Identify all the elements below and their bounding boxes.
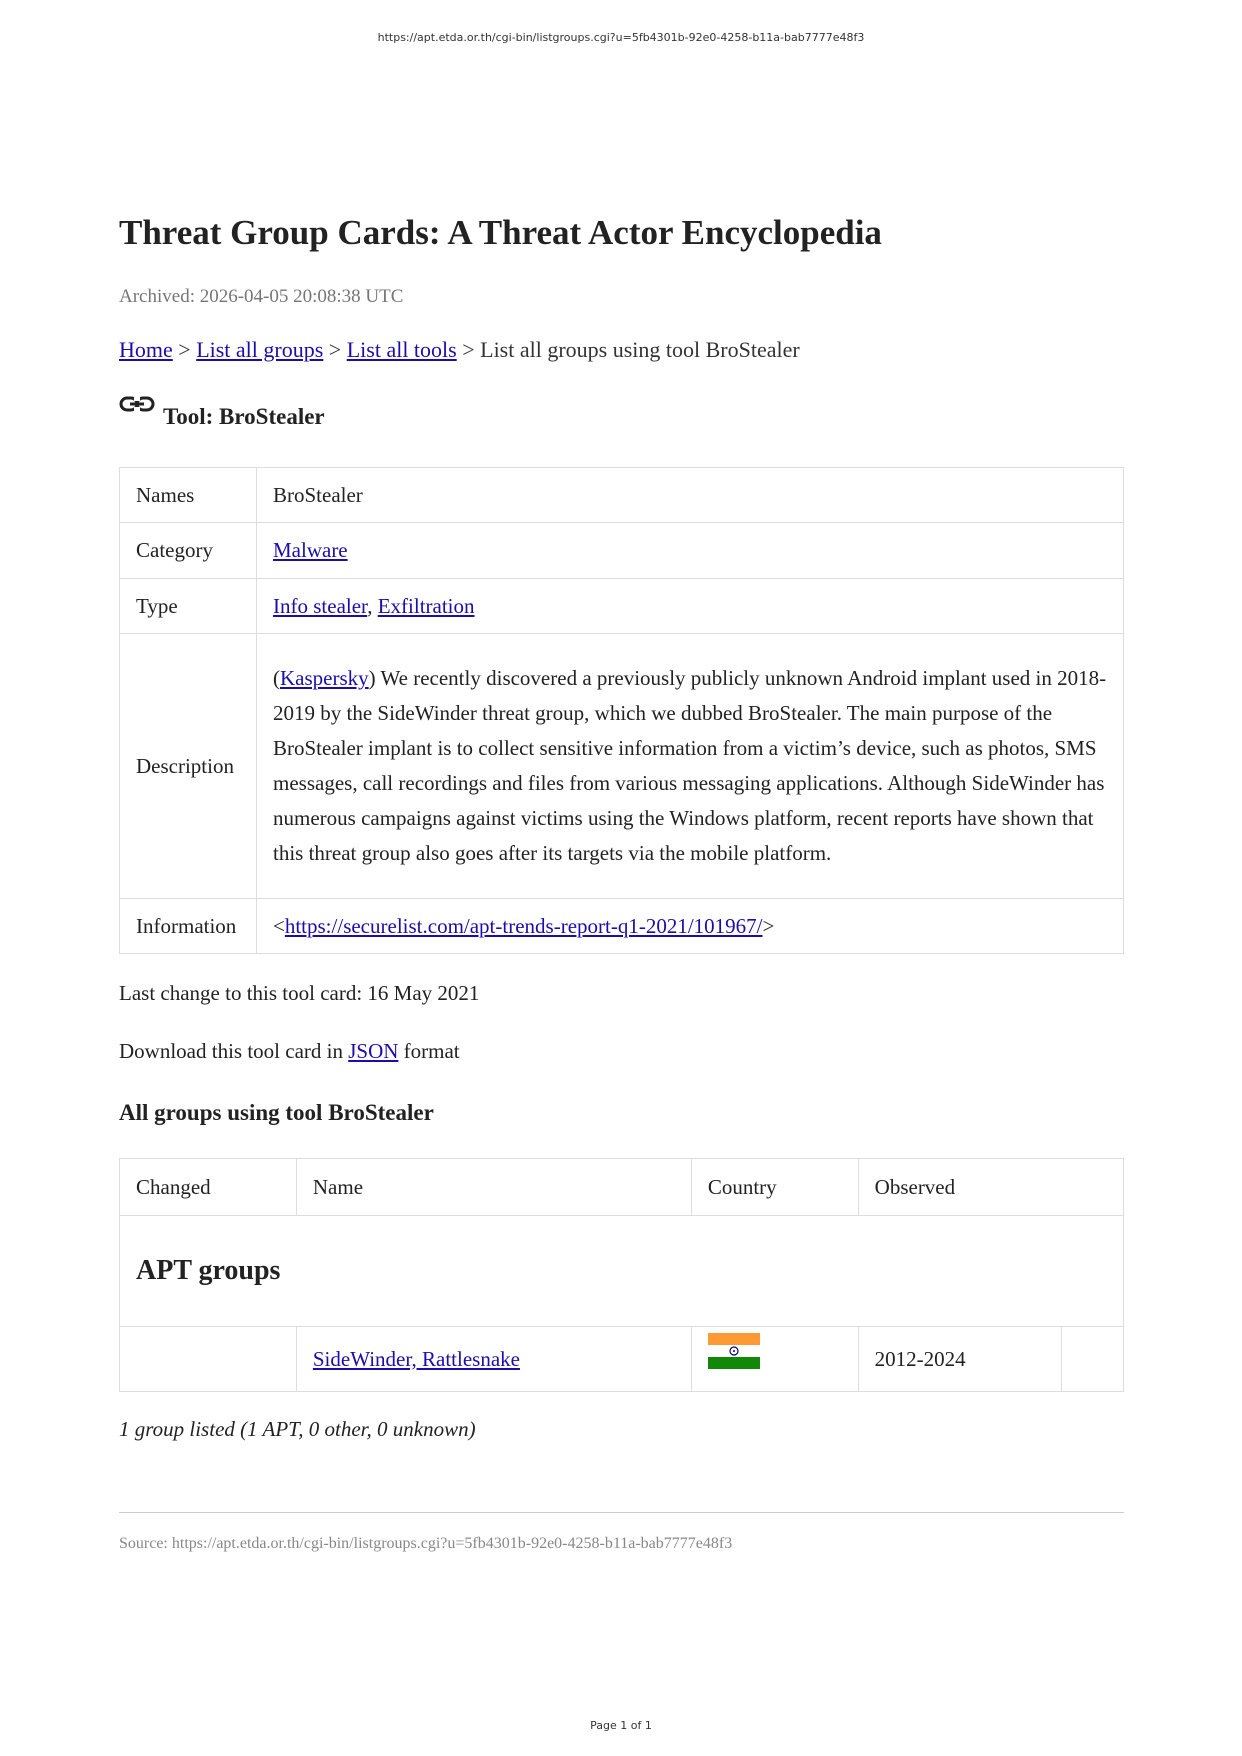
page-title: Threat Group Cards: A Threat Actor Encyclopedia (119, 213, 882, 252)
type-cell (257, 579, 1124, 634)
category-cell (257, 523, 1124, 579)
groups-table (119, 1158, 1124, 1392)
type-link-info-stealer[interactable]: Info stealer (273, 593, 368, 618)
breadcrumb-home-link[interactable]: Home (119, 337, 173, 362)
breadcrumb-list-tools-link[interactable]: List all tools (346, 337, 457, 362)
type-label: Type (120, 579, 257, 634)
archived-timestamp: Archived: 2026-04-05 20:08:38 UTC (119, 286, 404, 307)
breadcrumb-current: > List all groups using tool BroStealer (456, 337, 800, 362)
info-open-bracket: < (273, 913, 285, 938)
download-line (119, 1039, 460, 1064)
groups-table-header (120, 1159, 1124, 1216)
extra-cell (1061, 1327, 1123, 1392)
breadcrumb (119, 337, 800, 363)
groups-heading: All groups using tool BroStealer (119, 1100, 434, 1125)
divider (119, 1512, 1124, 1513)
card-row-description (120, 634, 1124, 899)
description-cell (257, 634, 1124, 899)
card-row-type (120, 579, 1124, 634)
last-change-text: Last change to this tool card: 16 May 2021 (119, 981, 480, 1005)
breadcrumb-list-groups-link[interactable]: List all groups (196, 337, 324, 362)
header-observed: Observed (858, 1159, 1123, 1216)
breadcrumb-separator: > (323, 337, 347, 362)
country-cell (691, 1327, 858, 1392)
download-suffix: format (398, 1039, 460, 1063)
apt-groups-section-cell (120, 1216, 1124, 1327)
apt-groups-title: APT groups (136, 1255, 281, 1286)
changed-cell (120, 1327, 297, 1392)
tool-heading (119, 403, 325, 431)
link-icon (119, 403, 155, 431)
information-cell (257, 899, 1124, 954)
names-value: BroStealer (257, 468, 1124, 523)
card-row-information (120, 899, 1124, 954)
card-row-category (120, 523, 1124, 579)
names-label: Names (120, 468, 257, 523)
card-row-names (120, 468, 1124, 523)
tool-card-table (119, 467, 1124, 954)
type-link-exfiltration[interactable]: Exfiltration (377, 593, 475, 618)
description-label: Description (120, 634, 257, 899)
group-name-link[interactable]: SideWinder, Rattlesnake (312, 1346, 520, 1371)
information-label: Information (120, 899, 257, 954)
breadcrumb-separator: > (172, 337, 197, 362)
tool-heading-text: Tool: BroStealer (163, 404, 325, 429)
apt-groups-section-row (120, 1216, 1124, 1327)
india-flag-icon (708, 1333, 760, 1369)
source-url: Source: https://apt.etda.or.th/cgi-bin/listgroups.cgi?u=5fb4301b-92e0-4258-b11a-bab7777e48f3 (119, 1535, 733, 1552)
table-row (120, 1327, 1124, 1392)
pdf-footer-page-number: Page 1 of 1 (590, 1719, 652, 1732)
type-separator: , (367, 593, 378, 618)
category-label: Category (120, 523, 257, 579)
observed-cell: 2012-2024 (858, 1327, 1061, 1392)
header-country: Country (691, 1159, 858, 1216)
description-source-link[interactable]: Kaspersky (280, 666, 369, 690)
download-prefix: Download this tool card in (119, 1039, 349, 1063)
pdf-header-url: https://apt.etda.or.th/cgi-bin/listgroups.cgi?u=5fb4301b-92e0-4258-b11a-bab7777e48f3 (377, 31, 865, 44)
description-text: ) We recently discovered a previously publicly unknown Android implant used in 2018-2019 by the SideWinder threat group, which we dubbed BroStealer. The main purpose of the BroStealer implant is to collect sensitive information from a victim’s device, such as photos, SMS messages, call recordings and files from various messaging applications. Although SideWinder has numerous campaigns against victims using the Windows platform, recent reports have shown that this threat group also goes after its targets via the mobile platform. (273, 666, 1107, 865)
information-link[interactable]: https://securelist.com/apt-trends-report-q1-2021/101967/ (284, 913, 763, 938)
desc-open-paren: ( (273, 666, 280, 690)
info-close-bracket: > (762, 913, 775, 938)
json-download-link[interactable]: JSON (348, 1039, 399, 1063)
name-cell (296, 1327, 691, 1392)
header-changed: Changed (120, 1159, 297, 1216)
header-name: Name (296, 1159, 691, 1216)
groups-summary: 1 group listed (1 APT, 0 other, 0 unknown) (119, 1417, 476, 1441)
category-link[interactable]: Malware (273, 538, 348, 562)
